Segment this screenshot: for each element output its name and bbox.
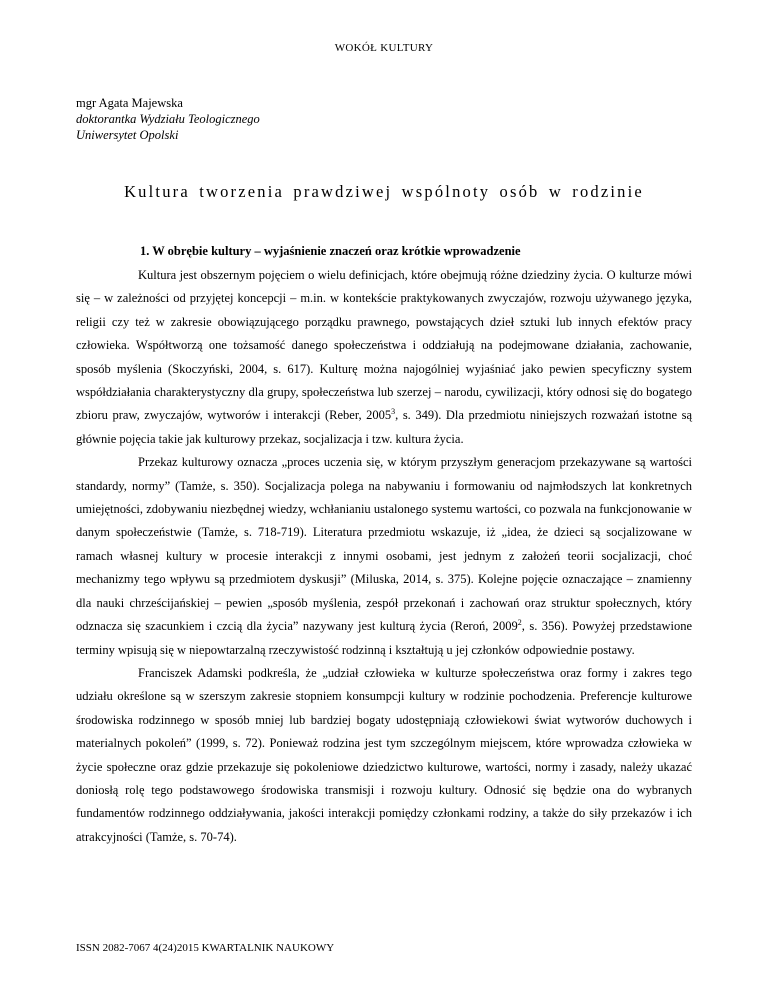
- author-block: [76, 95, 260, 143]
- edition-superscript: 3: [391, 407, 396, 417]
- author-affiliation-faculty: doktorantka Wydziału Teologicznego: [76, 112, 260, 126]
- paragraph-1: [76, 264, 692, 451]
- article-body: [76, 264, 692, 849]
- paragraph-2-text-b: , s. 356). Powyżej przedstawione terminy wpisują się w niepowtarzalną rzeczywistość rodzinną i kształtują u jej członków odpowiednie postawy.: [76, 619, 692, 657]
- journal-footer: ISSN 2082-7067 4(24)2015 KWARTALNIK NAUKOWY: [76, 942, 335, 954]
- paragraph-2-text-a: Przekaz kulturowy oznacza „proces uczenia się, w którym przyszłym generacjom przekazywane są wartości standardy, normy” (Tamże, s. 350). Socjalizacja polega na nabywaniu i formowaniu od najmłodszych lat konkretnych umiejętności, zdobywaniu niezbędnej wiedzy, wchłanianiu ustalonego systemu wartości, co pozwala na funkcjonowanie w danym społeczeństwie (Tamże, s. 718-719). Literatura przedmiotu wskazuje, iż „idea, że dzieci są socjalizowane w ramach własnej kultury w procesie interakcji z innymi osobami, jest jednym z założeń teorii socjalizacji, choć mechanizmy tego wpływu są przedmiotem dyskusji” (Miluska, 2014, s. 375). Kolejne pojęcie oznaczające – znamienny dla nauki chrześcijańskiej – pewien „sposób myślenia, zespół przekonań i zachowań oraz struktur społecznych, który odznacza się szacunkiem i czcią dla życia” nazywany jest kulturą życia (Reroń, 2009: [76, 455, 692, 634]
- running-header: WOKÓŁ KULTURY: [334, 42, 434, 54]
- author-affiliation-university: Uniwersytet Opolski: [76, 128, 179, 142]
- article-title: Kultura tworzenia prawdziwej wspólnoty osób w rodzinie: [124, 182, 644, 201]
- edition-superscript: 2: [517, 617, 522, 627]
- paragraph-2: [76, 451, 692, 662]
- paragraph-3: Franciszek Adamski podkreśla, że „udział człowieka w kulturze społeczeństwa oraz formy i zakres tego udziału określone są w szerszym zakresie stopniem konsumpcji kultury w rodzinie pochodzenia. Preferencje kulturowe środowiska rodzinnego w sposób mniej lub bardziej bogaty udostępniają człowiekowi świat wytworów duchowych i materialnych pokoleń” (1999, s. 72). Ponieważ rodzina jest tym szczególnym miejscem, które wprowadza człowieka w życie społeczne oraz gdzie przekazuje się pokoleniowe dziedzictwo kulturowe, wartości, normy i zasady, należy ukazać doniosłą rolę tego podstawowego środowiska transmisji i rozwoju kultury. Odnosić się będzie ona do wybranych fundamentów rodzinnego oddziaływania, jakości interakcji pomiędzy członkami rodziny, a także do siły przekazów i ich atrakcyjności (Tamże, s. 70-74).: [76, 665, 692, 844]
- author-name: mgr Agata Majewska: [76, 96, 183, 110]
- paragraph-1-text-a: Kultura jest obszernym pojęciem o wielu definicjach, które obejmują różne dziedziny życia. O kulturze mówi się – w zależności od przyjętej koncepcji – m.in. w kontekście praktykowanych zwyczajów, rozwoju używanego języka, religii czy też w zakresie obowiązującego porządku prawnego, powstających dzieł sztuki lub innych efektów pracy człowieka. Współtworzą one tożsamość danego społeczeństwa i oddziałują na podejmowane działania, zachowanie, sposób myślenia (Skoczyński, 2004, s. 617). Kulturę można najogólniej wyjaśniać jako pewien specyficzny system współdziałania charakterystyczny dla grupy, społeczeństwa lub szerzej – narodu, cywilizacji, który odnosi się do bogatego zbioru praw, zwyczajów, wytworów i interakcji (Reber, 2005: [76, 268, 692, 423]
- paragraph-1-text-b: , s. 349). Dla przedmiotu niniejszych rozważań istotne są głównie pojęcia takie jak kulturowy przekaz, socjalizacja i tzw. kultura życia.: [76, 408, 692, 446]
- section-heading: 1. W obrębie kultury – wyjaśnienie znaczeń oraz krótkie wprowadzenie: [140, 244, 521, 258]
